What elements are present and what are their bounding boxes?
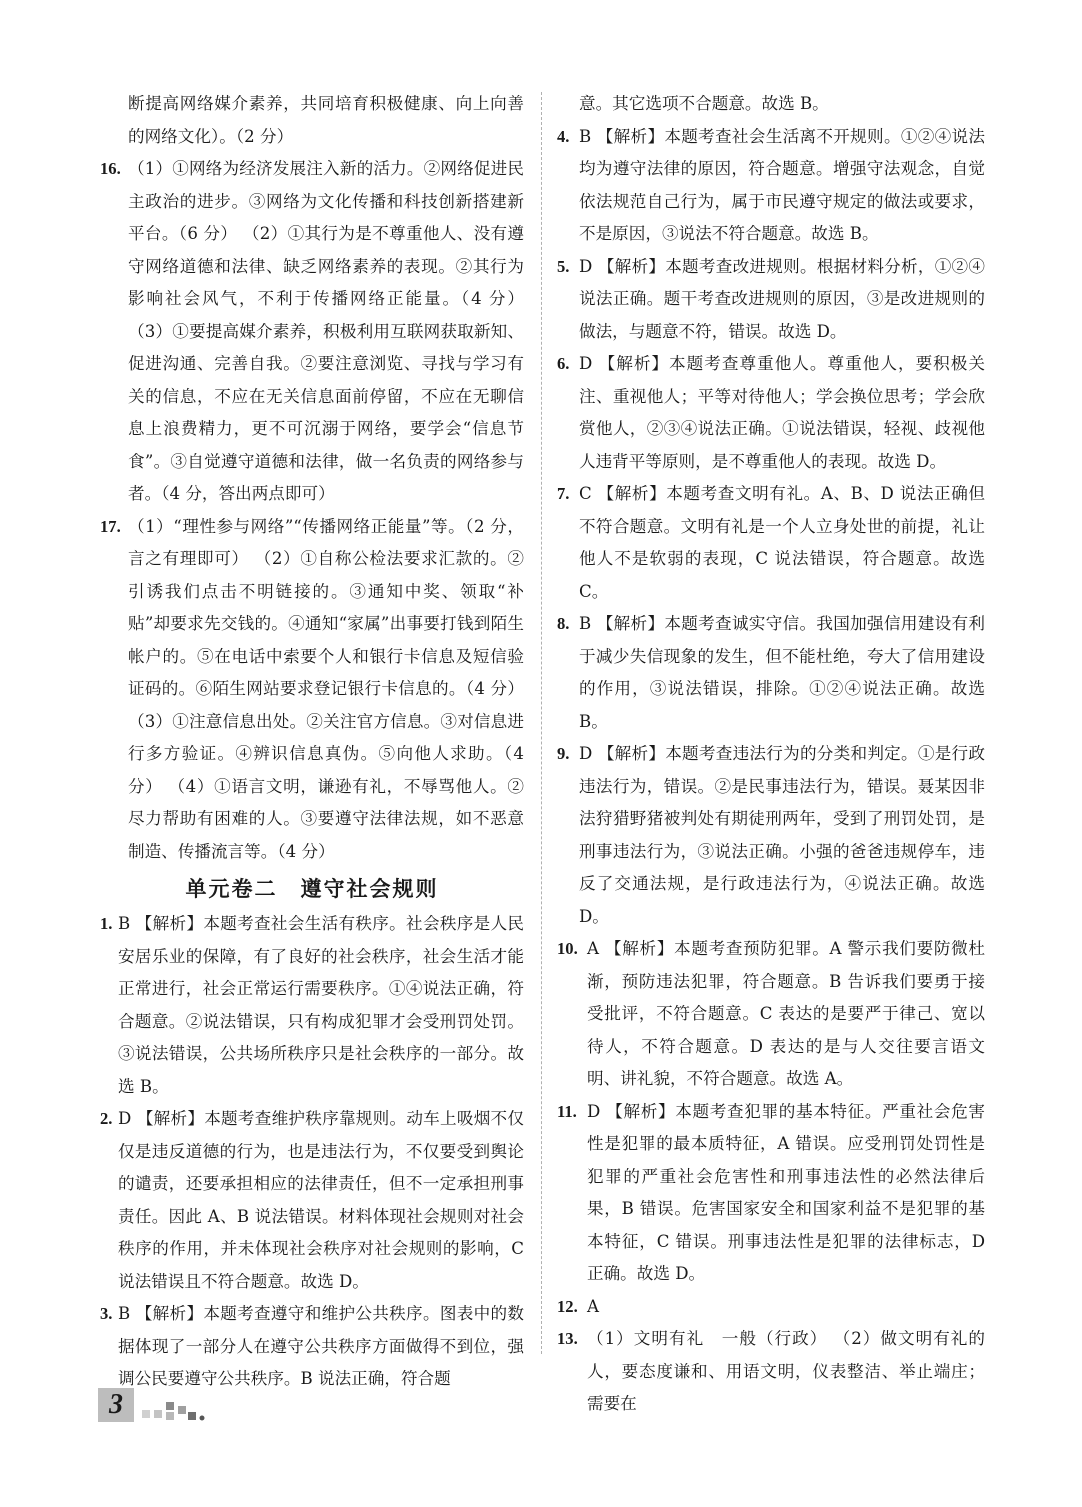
answer-item-6: [557, 348, 985, 478]
answer-number: 12.: [557, 1296, 578, 1316]
answer-number: 2.: [100, 1109, 113, 1128]
answer-number: 8.: [557, 614, 570, 633]
answer-item-10: [557, 933, 985, 1096]
answer-text: （1）“理性参与网络”“传播网络正能量”等。（2 分，言之有理即可） （2）①自称公检法要求汇款的。②引诱我们点击不明链接的。③通知中奖、领取“补贴”却要求先交钱的。④通知“家属”出事要打钱到陌生帐户的。⑤在电话中索要个人和银行卡信息及短信验证码的。⑥陌生网站要求登记银行卡信息的。（4 分） （3）①注意信息出处。②关注官方信息。③对信息进行多方验证。④辨识信息真伪。⑤向他人求助。（4 分） （4）①语言文明，谦逊有礼，不辱骂他人。②尽力帮助有困难的人。③要遵守法律法规，如不恶意制造、传播流言等。（4 分）: [128, 516, 524, 861]
answer-item-17: [100, 511, 524, 869]
answer-item-8: [557, 608, 985, 738]
answer-continuation: 意。其它选项不合题意。故选 B。: [579, 94, 829, 113]
answer-text: C 【解析】本题考查文明有礼。A、B、D 说法正确但不符合题意。文明有礼是一个人立身处世的前提，礼让他人不是软弱的表现，C 说法错误，符合题意。故选 C。: [579, 484, 985, 601]
answer-number: 5.: [557, 256, 570, 276]
answer-number: 3.: [100, 1304, 113, 1323]
answer-text: B 【解析】本题考查社会生活有秩序。社会秩序是人民安居乐业的保障，有了良好的社会秩序，社会生活才能正常进行，社会正常运行需要秩序。①④说法正确，符合题意。②说法错误，只有构成犯罪才会受刑罚处罚。③说法错误，公共场所秩序只是社会秩序的一部分。故选 B。: [118, 914, 524, 1096]
answer-text: D 【解析】本题考查尊重他人。尊重他人，要积极关注、重视他人；平等对待他人；学会换位思考；学会欣赏他人，②③④说法正确。①说法错误，轻视、歧视他人违背平等原则，是不尊重他人的表现。故选 D。: [579, 354, 985, 471]
answer-item-11: [557, 1096, 985, 1291]
column-divider: [541, 92, 542, 1354]
answer-item-16: [100, 153, 524, 511]
answer-number: 4.: [557, 126, 570, 146]
answer-item-3: [100, 1298, 524, 1396]
answer-text: D 【解析】本题考查维护秩序靠规则。动车上吸烟不仅仅是违反道德的行为，也是违法行为，不仅要受到舆论的谴责，还要承担相应的法律责任，但不一定承担刑事责任。因此 A、B 说法错误。材料体现社会规则对社会秩序的作用，并未体现社会秩序对社会规则的影响，C 说法错误且不符合题意。故选 D。: [118, 1109, 524, 1291]
answer-number: 13.: [557, 1329, 578, 1348]
answer-item-13: [557, 1323, 985, 1421]
answer-text: A 【解析】本题考查预防犯罪。A 警示我们要防微杜渐，预防违法犯罪，符合题意。B 告诉我们要勇于接受批评，不符合题意。C 表达的是要严于律己、宽以待人，不符合题意。D 表达的是与人交往要言语文明、讲礼貌，不符合题意。故选 A。: [587, 939, 985, 1088]
answer-text: （1）文明有礼 一般（行政） （2）做文明有礼的人，要态度谦和、用语文明，仪表整洁、举止端庄；需要在: [587, 1329, 985, 1413]
answer-text: D 【解析】本题考查违法行为的分类和判定。①是行政违法行为，错误。②是民事违法行为，错误。聂某因非法狩猎野猪被判处有期徒刑两年，受到了刑罚处罚，是刑事违法行为，③说法正确。小强的爸爸违规停车，违反了交通法规，是行政违法行为，④说法正确。故选 D。: [579, 744, 985, 926]
answer-text: A: [587, 1296, 599, 1316]
answer-number: 16.: [100, 159, 121, 178]
answer-continuation: 断提高网络媒介素养，共同培育积极健康、向上向善的网络文化）。（2 分）: [128, 94, 524, 146]
page-corner-decoration-icon: [140, 1396, 210, 1422]
right-column: [557, 88, 985, 1421]
answer-item-7: [557, 478, 985, 608]
answer-text: D 【解析】本题考查犯罪的基本特征。严重社会危害性是犯罪的最本质特征，A 错误。应受刑罚处罚性是犯罪的严重社会危害性和刑事违法性的必然法律后果，B 错误。危害国家安全和国家利益不是犯罪的基本特征，C 错误。刑事违法性是犯罪的法律标志，D 正确。故选 D。: [587, 1101, 985, 1283]
answer-number: 7.: [557, 484, 570, 503]
answer-number: 6.: [557, 354, 570, 373]
answer-item-5: [557, 251, 985, 349]
answer-item-9: [557, 738, 985, 933]
left-column: [100, 88, 524, 1396]
answer-number: 11.: [557, 1101, 577, 1121]
answer-text: B 【解析】本题考查社会生活离不开规则。①②④说法均为遵守法律的原因，符合题意。增强守法观念，自觉依法规范自己行为，属于市民遵守规定的做法或要求，不是原因，③说法不符合题意。故选 B。: [579, 126, 985, 243]
page-number-badge: 3: [98, 1388, 134, 1422]
answer-item-4: [557, 121, 985, 251]
answer-text: （1）①网络为经济发展注入新的活力。②网络促进民主政治的进步。③网络为文化传播和科技创新搭建新平台。（6 分） （2）①其行为是不尊重他人、没有遵守网络道德和法律、缺乏网络素养的表现。②其行为影响社会风气，不利于传播网络正能量。（4 分） （3）①要提高媒介素养，积极利用互联网获取新知、促进沟通、完善自我。②要注意浏览、寻找与学习有关的信息，不应在无关信息面前停留，不应在无聊信息上浪费精力，更不可沉溺于网络，要学会“信息节食”。③自觉遵守道德和法律，做一名负责的网络参与者。（4 分，答出两点即可）: [128, 159, 524, 503]
answer-number: 1.: [100, 914, 113, 933]
answer-item-1: [100, 908, 524, 1103]
section-title: 单元卷二 遵守社会规则: [185, 877, 439, 901]
answer-number: 10.: [557, 939, 578, 958]
answer-item-2: [100, 1103, 524, 1298]
answer-text: B 【解析】本题考查诚实守信。我国加强信用建设有利于减少失信现象的发生，但不能杜绝，夸大了信用建设的作用，③说法错误，排除。①②④说法正确。故选 B。: [579, 614, 985, 731]
answer-number: 9.: [557, 744, 570, 763]
answer-item-12: [557, 1291, 985, 1324]
answer-text: B 【解析】本题考查遵守和维护公共秩序。图表中的数据体现了一部分人在遵守公共秩序方面做得不到位，强调公民要遵守公共秩序。B 说法正确，符合题: [118, 1304, 524, 1388]
answer-number: 17.: [100, 516, 121, 536]
answer-text: D 【解析】本题考查改进规则。根据材料分析，①②④说法正确。题干考查改进规则的原因，③是改进规则的做法，与题意不符，错误。故选 D。: [579, 256, 985, 341]
